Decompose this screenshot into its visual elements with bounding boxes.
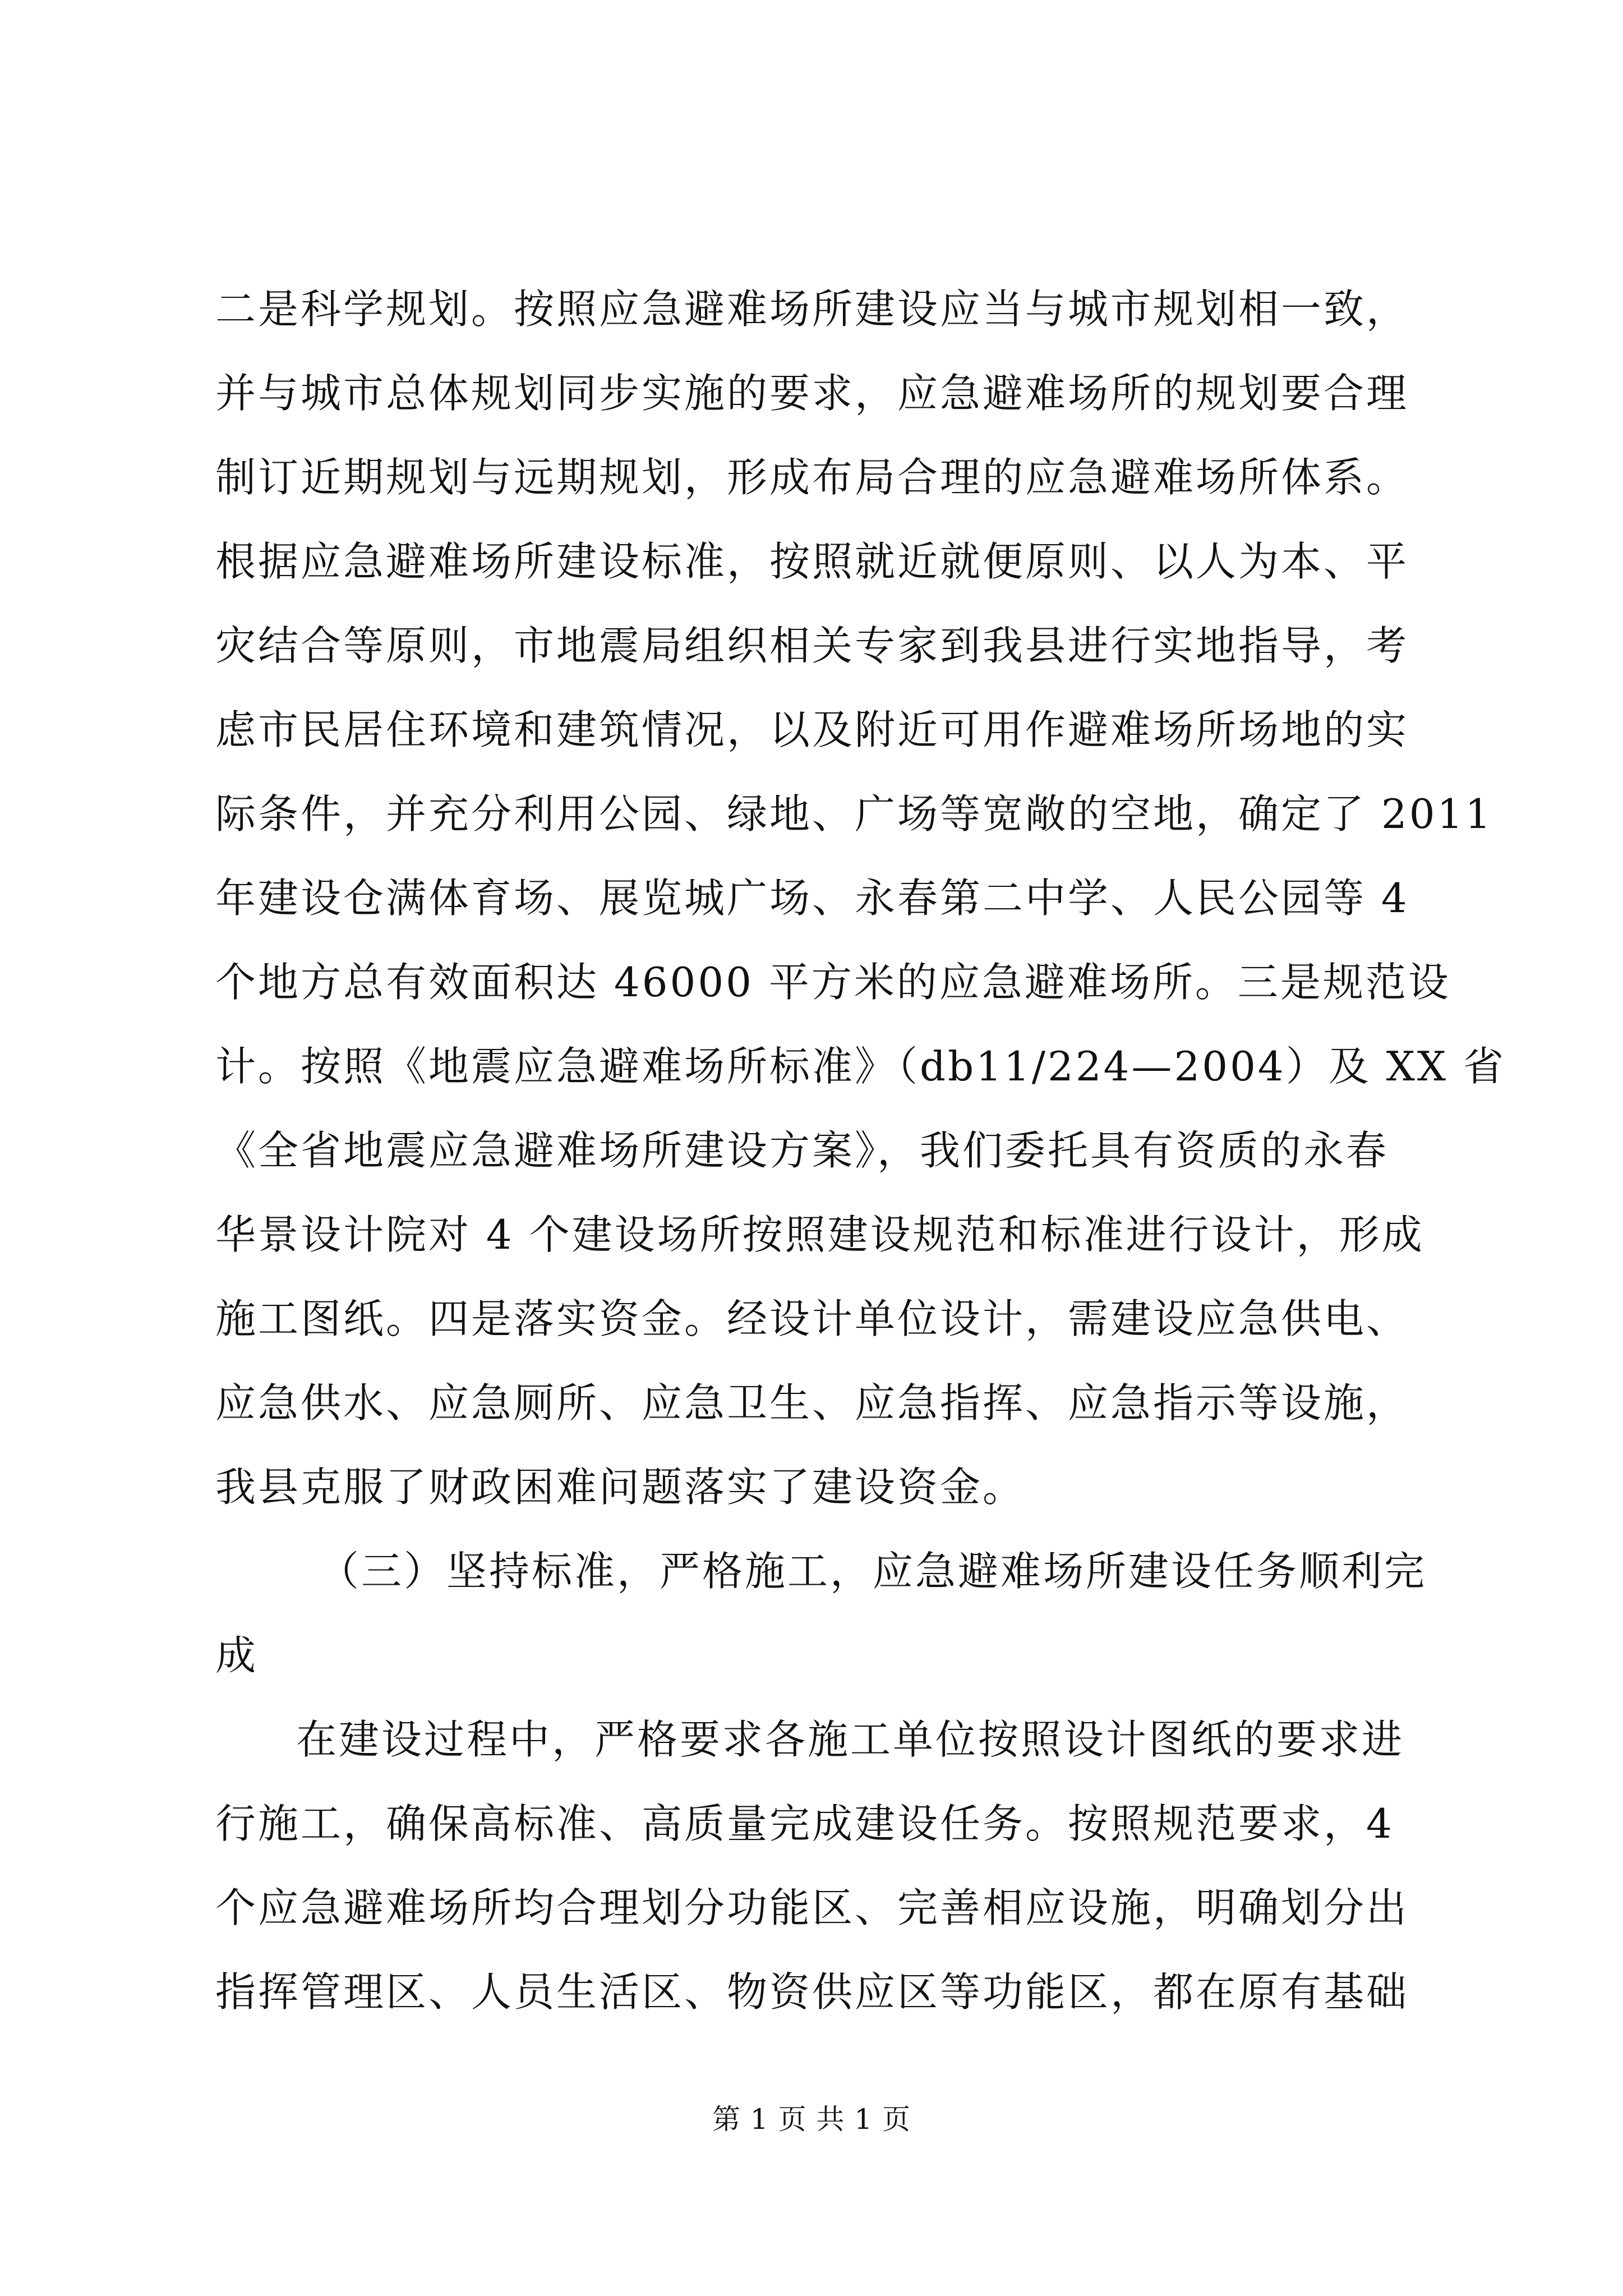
page-footer: 第 1 页 共 1 页: [712, 2103, 911, 2136]
text-line-2: 并与城市总体规划同步实施的要求，应急避难场所的规划要合理: [215, 370, 1409, 417]
text-line-21: 指挥管理区、人员生活区、物资供应区等功能区，都在原有基础: [215, 1968, 1409, 2016]
section-heading-line-1: （三）坚持标准，严格施工，应急避难场所建设任务顺利完: [319, 1548, 1427, 1595]
text-line-15: 我县克服了财政困难问题落实了建设资金。: [215, 1464, 1026, 1511]
text-line-10: 计。按照《地震应急避难场所标准》（db11/224—2004）及 XX 省: [215, 1043, 1506, 1090]
text-line-14: 应急供水、应急厕所、应急卫生、应急指挥、应急指示等设施，: [215, 1379, 1409, 1427]
section-heading-line-2: 成: [215, 1632, 259, 1679]
text-line-20: 个应急避难场所均合理划分功能区、完善相应设施，明确划分出: [215, 1884, 1409, 1931]
text-line-5: 灾结合等原则，市地震局组织相关专家到我县进行实地指导，考: [215, 622, 1409, 669]
text-line-13: 施工图纸。四是落实资金。经设计单位设计，需建设应急供电、: [215, 1295, 1409, 1342]
text-line-8: 年建设仓满体育场、展览城广场、永春第二中学、人民公园等 4: [215, 875, 1409, 922]
text-line-9: 个地方总有效面积达 46000 平方米的应急避难场所。三是规范设: [215, 959, 1451, 1006]
text-line-4: 根据应急避难场所建设标准，按照就近就便原则、以人为本、平: [215, 538, 1409, 585]
text-line-7: 际条件，并充分利用公园、绿地、广场等宽敞的空地，确定了 2011: [215, 790, 1493, 838]
text-line-6: 虑市民居住环境和建筑情况，以及附近可用作避难场所场地的实: [215, 706, 1409, 753]
text-line-11: 《全省地震应急避难场所建设方案》，我们委托具有资质的永春: [215, 1127, 1389, 1174]
text-line-12: 华景设计院对 4 个建设场所按照建设规范和标准进行设计，形成: [215, 1211, 1424, 1258]
text-line-3: 制订近期规划与远期规划，形成布局合理的应急避难场所体系。: [215, 454, 1409, 501]
text-line-18: 在建设过程中，严格要求各施工单位按照设计图纸的要求进: [296, 1716, 1405, 1763]
document-body: [215, 267, 1506, 2034]
text-line-19: 行施工，确保高标准、高质量完成建设任务。按照规范要求，4: [215, 1800, 1394, 1847]
text-line-1: 二是科学规划。按照应急避难场所建设应当与城市规划相一致，: [215, 286, 1409, 333]
